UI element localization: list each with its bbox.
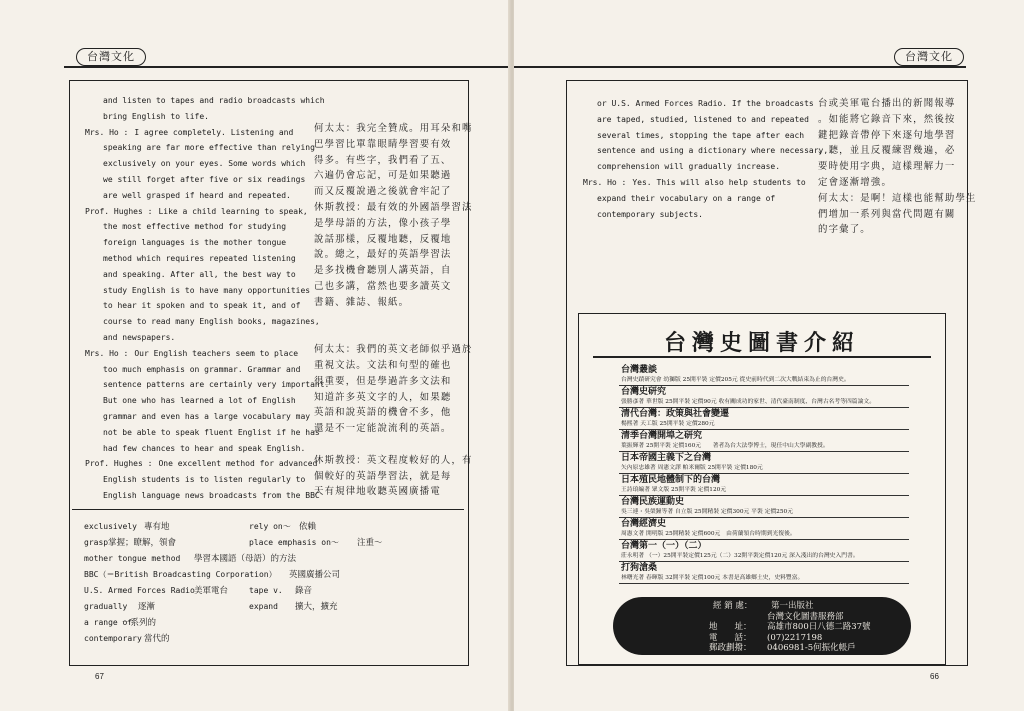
dialogue-line	[85, 219, 329, 235]
line-indent	[583, 159, 597, 175]
dialogue-line	[85, 156, 329, 172]
book-detail: 台灣史蹟研究會 幼獅版 25開平裝 定價205元 從史前時代到二次大戰結束為止的台灣史。	[621, 377, 850, 383]
dialogue-text: English students is to listen regularly to	[103, 475, 306, 485]
translation-line: 而又反覆說過之後就會牢記了	[314, 186, 452, 198]
book-entry	[619, 474, 909, 496]
dialogue-line	[85, 204, 329, 220]
line-indent	[85, 251, 103, 267]
translation-line: 、聽，並且反覆練習幾遍，必	[818, 145, 956, 157]
dialogue-text: grammar and even has a large vocabulary may	[103, 411, 311, 421]
dialogue-line	[85, 251, 329, 267]
line-indent	[583, 96, 597, 112]
line-indent	[85, 393, 103, 409]
line-indent	[85, 188, 103, 204]
dialogue-text: method which requires repeated listening	[103, 253, 296, 263]
header-rule	[64, 66, 508, 68]
line-indent	[85, 172, 103, 188]
vocab-term: rely on～	[249, 522, 291, 531]
book-title: 清代台灣：政策與社會變遷	[621, 409, 730, 419]
vocab-meaning: 英國廣播公司	[289, 570, 341, 580]
distributor-value: 0406981-5何振化帳戶	[767, 643, 856, 653]
translation-line: 台或美軍電台播出的新聞報導	[818, 98, 956, 109]
dialogue-line	[85, 172, 329, 188]
english-dialogue	[85, 93, 329, 504]
dialogue-text: or U.S. Armed Forces Radio. If the broadcasts	[597, 99, 814, 108]
book-entry	[619, 518, 909, 540]
dialogue-text: contemporary subjects.	[597, 209, 703, 219]
translation-line: 己也多講，當然也要多讀英文	[314, 281, 452, 292]
line-indent	[85, 283, 103, 299]
translation-line: 得多。有些字，我們看了五、	[314, 154, 452, 166]
book-list	[619, 364, 909, 584]
dialogue-line	[85, 125, 329, 141]
line-indent	[85, 425, 103, 441]
translation-line: 休斯教授：英文程度較好的人，有	[314, 454, 473, 466]
dialogue-text: and speaking. After all, the best way to	[103, 269, 296, 279]
dialogue-text: sentence and using a dictionary where necessary,	[597, 146, 829, 156]
book-entry	[619, 408, 909, 430]
vocab-term: contemporary	[84, 634, 142, 643]
dialogue-text: Our English teachers seem to place	[134, 348, 299, 358]
line-indent	[85, 409, 103, 425]
translation-line: 書籍、雜誌、報紙。	[314, 296, 410, 308]
dialogue-text: and listen to tapes and radio broadcasts which	[103, 96, 325, 105]
dialogue-line	[583, 191, 828, 207]
dialogue-text: study English is to have many opportunities	[103, 285, 311, 295]
dialogue-line	[85, 314, 329, 330]
book-title: 台灣叢談	[621, 365, 658, 375]
translation-line: 何太太：我們的英文老師似乎過於	[314, 344, 473, 356]
vocab-meaning: 注重～	[357, 538, 383, 548]
book-title: 台灣經濟史	[621, 519, 667, 529]
vocab-meaning: 專有地	[144, 522, 170, 532]
dialogue-text: Yes. This will also help students to	[632, 177, 806, 187]
book-detail: 張勝彥著 華世版 25開平裝 定價90元 收有關成功的家世、清代臺南制度、台灣古名考等四篇論文。	[621, 399, 875, 405]
book-title: 打狗滄桑	[621, 563, 658, 573]
dialogue-line	[85, 362, 329, 378]
line-indent	[85, 441, 103, 457]
book-detail: 周憲文著 開明版 25開精裝 定價600元 由荷蘭領台時期到光復後。	[621, 531, 796, 537]
dialogue-text: bring English to life.	[103, 111, 209, 121]
translation-line: 天有規律地收聽英國廣播電	[314, 486, 441, 498]
distributor-value: 台灣文化圖書服務部	[767, 611, 844, 622]
dialogue-line	[583, 96, 828, 112]
translation-line: 很重要，但是學過許多文法和	[314, 375, 452, 387]
line-indent	[583, 128, 597, 144]
dialogue-line	[85, 283, 329, 299]
speaker-label: Prof. Hughes :	[85, 206, 153, 216]
dialogue-text: English language news broadcasts from the BBC	[103, 490, 320, 500]
translation-line: 巴學習比單靠眼睛學習要有效	[314, 138, 452, 150]
translation-line: 說。總之，最好的英語學習法	[314, 249, 452, 261]
book-title: 台灣史研究	[621, 387, 667, 397]
book-title: 日本帝國主義下之台灣	[621, 453, 712, 463]
line-indent	[583, 191, 597, 207]
line-indent	[85, 314, 103, 330]
translation-line: 休斯教授：最有效的外國語學習法	[314, 202, 473, 213]
translation-line: 知道許多英文字的人，如果聽	[314, 391, 452, 403]
translation-line: 個較好的英語學習法，就是每	[314, 470, 452, 482]
distributor-info	[613, 597, 911, 655]
line-indent	[85, 219, 103, 235]
translation-line: 的字彙了。	[818, 224, 871, 236]
dialogue-line	[85, 441, 329, 457]
book-entry	[619, 364, 909, 386]
distributor-label: 地 址：	[709, 622, 752, 632]
line-indent	[85, 330, 103, 346]
line-indent	[85, 156, 103, 172]
dialogue-line	[85, 93, 329, 109]
dialogue-text: I agree completely. Listening and	[134, 127, 294, 137]
line-indent	[85, 235, 103, 251]
speaker-label: Mrs. Ho :	[85, 348, 129, 358]
dialogue-text: not be able to speak fluent Englist if he has	[103, 427, 320, 437]
book-detail: 王詩琅編著 眾文版 25開平裝 定價120元	[621, 487, 727, 493]
line-indent	[583, 143, 597, 159]
vocab-meaning: 一系列的	[122, 618, 157, 628]
line-indent	[85, 377, 103, 393]
distributor-label: 電 話：	[709, 632, 752, 643]
translation-line: 說話那樣，反覆地聽，反覆地	[314, 233, 452, 245]
line-indent	[85, 140, 103, 156]
left-page	[0, 0, 510, 711]
dialogue-line	[85, 472, 329, 488]
vocab-term: exclusively	[84, 522, 137, 531]
translation-line: 重視文法。文法和句型的確也	[314, 360, 452, 371]
book-detail: 葉振輝著 25開平裝 定價160元 著者為台大法學博士，現任中山大學副教授。	[621, 443, 829, 449]
dialogue-line	[85, 330, 329, 346]
book-entry	[619, 496, 909, 518]
dialogue-text: are well grasped if heard and repeated.	[103, 190, 291, 200]
page-number: 66	[930, 672, 939, 681]
line-indent	[85, 472, 103, 488]
dialogue-line	[85, 109, 329, 125]
book-entry	[619, 562, 909, 584]
vocab-meaning: 錄音	[295, 586, 313, 596]
line-indent	[583, 112, 597, 128]
vocab-term: BBC（＝British Broadcasting Corporation）	[84, 570, 277, 579]
dialogue-line	[583, 159, 828, 175]
ad-title-rule	[593, 356, 931, 358]
dialogue-line	[85, 235, 329, 251]
dialogue-text: foreign languages is the mother tongue	[103, 238, 287, 248]
book-detail: 林曙光著 春暉版 32開平裝 定價100元 本書是高雄鄉土史，史料豐富。	[621, 575, 804, 581]
english-dialogue	[583, 96, 828, 222]
book-detail: 矢內原忠雄著 周憲文譯 帕米爾版 25開平裝 定價180元	[621, 465, 763, 471]
vocab-meaning: 擴大，擴充	[295, 602, 338, 612]
book-title: 日本殖民地體制下的台灣	[621, 475, 721, 485]
line-indent	[85, 488, 103, 504]
speaker-label: Mrs. Ho :	[583, 177, 627, 187]
vocab-term: tape v.	[249, 586, 283, 595]
vocab-term: U.S. Armed Forces Radio	[84, 586, 195, 595]
dialogue-line	[583, 143, 828, 159]
translation-line: 鍵把錄音帶停下來逐句地學習	[818, 129, 956, 141]
magazine-logo-badge: 台灣文化	[894, 48, 964, 66]
vocab-meaning: 當代的	[144, 634, 170, 644]
dialogue-text: to hear it spoken and to speak it, and of	[103, 301, 301, 311]
page-number: 67	[95, 672, 104, 681]
vocab-term: expand	[249, 602, 278, 611]
dialogue-line	[85, 298, 329, 314]
translation-line: 六遍仍會忘記，可是如果聽過	[314, 170, 452, 182]
translation-line: 何太太：我完全贊成。用耳朵和嘴	[314, 123, 473, 134]
vocab-meaning: 美軍電台	[194, 586, 229, 596]
book-title: 台灣第一（一）（二）	[621, 541, 707, 551]
dialogue-line	[85, 377, 329, 393]
translation-line: 。如能將它錄音下來，然後按	[818, 113, 956, 125]
translation-line: 們增加一系列與當代問題有關	[818, 208, 956, 220]
vocab-term: gradually	[84, 602, 128, 611]
book-ad-box	[578, 313, 946, 665]
dialogue-text: expand their vocabulary on a range of	[597, 193, 776, 203]
book-title: 清季台灣開埠之研究	[621, 431, 703, 441]
translation-line: 英語和說英語的機會不多，他	[314, 407, 452, 419]
line-indent	[85, 93, 103, 109]
dialogue-line	[85, 488, 329, 504]
dialogue-text: One excellent method for advanced	[158, 459, 318, 469]
vocab-meaning: 學習本國語（母語）的方法	[194, 554, 297, 564]
book-entry	[619, 430, 909, 452]
vocab-meaning: 依賴	[299, 522, 317, 532]
line-indent	[85, 298, 103, 314]
distributor-row	[709, 643, 856, 655]
book-entry	[619, 452, 909, 474]
dialogue-text: we still forget after five or six readings	[103, 174, 306, 184]
vocab-meaning: 掌握；瞭解，領會	[108, 538, 177, 548]
line-indent	[85, 267, 103, 283]
dialogue-line	[85, 140, 329, 156]
dialogue-text: Like a child learning to speak,	[158, 206, 308, 216]
dialogue-text: and newspapers.	[103, 332, 176, 342]
translation-line: 何太太：是啊！這樣也能幫助學生	[818, 192, 977, 204]
distributor-value: 第一出版社	[771, 601, 814, 611]
dialogue-line	[583, 207, 828, 223]
header-rule	[514, 66, 966, 68]
book-entry	[619, 540, 909, 562]
distributor-label: 郵政劃撥：	[709, 643, 752, 653]
dialogue-line	[85, 409, 329, 425]
dialogue-line	[583, 128, 828, 144]
dialogue-line	[85, 425, 329, 441]
distributor-value: (07)2217198	[767, 632, 823, 643]
dialogue-line	[85, 188, 329, 204]
magazine-logo-badge: 台灣文化	[76, 48, 146, 66]
dialogue-text: are taped, studied, listened to and repeated	[597, 114, 809, 124]
vocab-divider	[72, 509, 464, 510]
translation-line: 是多找機會聽別人講英語，自	[314, 265, 452, 277]
distributor-value: 高雄市800日八德二路37號	[767, 622, 871, 632]
translation-line: 是學母語的方法，像小孩子學	[314, 217, 452, 229]
vocab-term: grasp	[84, 538, 109, 547]
dialogue-text: had few chances to hear and speak English.	[103, 443, 306, 453]
dialogue-text: exclusively on your eyes. Some words which	[103, 159, 306, 169]
vocab-term: place emphasis on～	[249, 538, 339, 547]
translation-line: 要時使用字典，這樣理解力一	[818, 161, 956, 173]
book-title: 台灣民族運動史	[621, 497, 685, 507]
dialogue-text: comprehension will gradually increase.	[597, 162, 781, 172]
dialogue-line	[583, 112, 828, 128]
dialogue-text: speaking are far more effective than relying	[103, 143, 315, 153]
book-entry	[619, 386, 909, 408]
dialogue-line	[85, 393, 329, 409]
translation-line: 定會逐漸增強。	[818, 177, 893, 188]
distributor-label: 經 銷 處：	[713, 601, 753, 611]
translation-line: 還是不一定能說流利的英語。	[314, 423, 452, 435]
book-detail: 莊永明著 （一）25開平裝定價125元（二）32開平裝定價120元 深入淺出的台灣史入門書。	[621, 553, 859, 559]
dialogue-text: But one who has learned a lot of English	[103, 396, 296, 406]
line-indent	[85, 362, 103, 378]
dialogue-text: course to read many English books, magazines,	[103, 317, 320, 327]
vocab-term: mother tongue method	[84, 554, 181, 563]
speaker-label: Mrs. Ho :	[85, 127, 129, 137]
dialogue-text: sentence patterns are certainly very important.	[103, 380, 330, 390]
dialogue-text: too much emphasis on grammar. Grammar and	[103, 364, 301, 374]
line-indent	[583, 207, 597, 223]
dialogue-text: several times, stopping the tape after each	[597, 130, 805, 140]
book-detail: 楊熙著 天工版 25開平裝 定價280元	[621, 421, 715, 427]
vocab-meaning: 逐漸	[138, 602, 156, 612]
dialogue-line	[85, 346, 329, 362]
dialogue-text: the most effective method for studying	[103, 222, 287, 232]
book-detail: 吳三連・吳榮鐘等著 自立版 25開精裝 定價300元 平裝 定價250元	[621, 509, 794, 515]
dialogue-line	[583, 175, 828, 191]
dialogue-line	[85, 267, 329, 283]
dialogue-line	[85, 456, 329, 472]
speaker-label: Prof. Hughes :	[85, 459, 153, 469]
ad-title: 台灣史圖書介紹	[663, 330, 860, 356]
vocab-term: a range of	[84, 618, 133, 627]
line-indent	[85, 109, 103, 125]
